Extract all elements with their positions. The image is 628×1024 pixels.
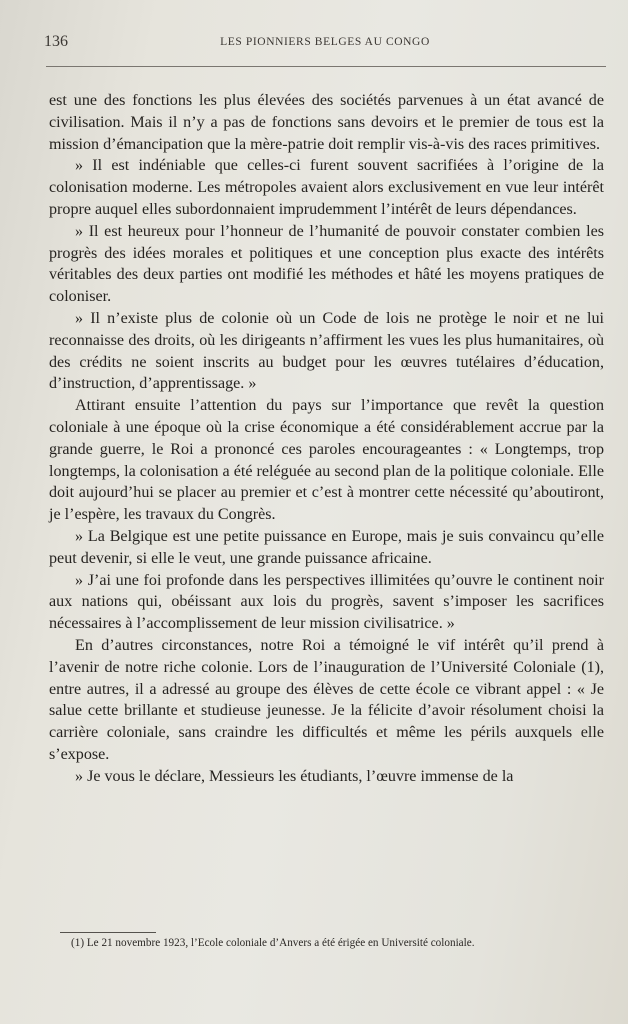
body-text xyxy=(49,90,604,788)
header-rule xyxy=(46,66,606,67)
paragraph-last: » Je vous le déclare, Messieurs les étudiants, l’œuvre immense de la xyxy=(75,767,514,785)
paragraph: » J’ai une foi profonde dans les perspectives illimitées qu’ouvre le continent noir aux nations qui, obéissant aux lois du progrès, savent s’imposer les sacrifices nécessaires à l’accomplissement de leur mission civilisatrice. » xyxy=(49,571,604,633)
paragraph: » Il est indéniable que celles-ci furent souvent sacrifiées à l’origine de la colonisation moderne. Les métropoles avaient alors exclusivement en vue leur intérêt propre auquel elles subordonnaient imprudemment l’intérêt de leurs dépendances. xyxy=(49,157,604,218)
paragraph: » Il n’existe plus de colonie où un Code de lois ne protège le noir et ne lui reconnaisse des droits, où les dirigeants n’affirment les vues les plus humanitaires, où des crédits ne soient inscrits au budget pour les œuvres tutélaires d’éducation, d’instruction, d’apprentissage. » xyxy=(49,309,604,393)
footnote-text: (1) Le 21 novembre 1923, l’Ecole coloniale d’Anvers a été érigée en Université coloniale. xyxy=(71,937,475,949)
paragraph: » La Belgique est une petite puissance en Europe, mais je suis convaincu qu’elle peut devenir, si elle le veut, une grande puissance africaine. xyxy=(49,527,604,567)
footnote xyxy=(59,937,594,950)
paragraph: » Il est heureux pour l’honneur de l’humanité de pouvoir constater combien les progrès des idées morales et politiques et une conception plus exacte des intérêts véritables des deux parties ont modifié les méthodes et hâté les moyens pratiques de coloniser. xyxy=(49,222,604,306)
paragraph: En d’autres circonstances, notre Roi a témoigné le vif intérêt qu’il prend à l’avenir de notre riche colonie. Lors de l’inauguration de l’Université Coloniale (1), entre autres, il a adressé au groupe des élèves de cette école ce vibrant appel : « Je salue cette brillante et studieuse jeunesse. Je la félicite d’avoir résolument choisi la carrière coloniale, sans craindre les difficultés et même les périls auxquels elle s’expose. xyxy=(49,636,604,763)
paragraph: est une des fonctions les plus élevées des sociétés parvenues à un état avancé de civilisation. Mais il n’y a pas de fonctions sans devoirs et le premier de tous est la mission d’émancipation que la mère-patrie doit remplir vis-à-vis des races primitives. xyxy=(49,92,604,153)
paragraph: Attirant ensuite l’attention du pays sur l’importance que revêt la question coloniale à une époque où la crise économique a été considérablement accrue par la grande guerre, le Roi a prononcé ces paroles encourageantes : « Longtemps, trop longtemps, la colonisation a été reléguée au second plan de la politique coloniale. Elle doit aujourd’hui se placer au premier et c’est à montrer cette nécessité qu’aboutiront, je l’espère, les travaux du Congrès. xyxy=(49,397,604,524)
running-head xyxy=(44,33,606,53)
running-title: LES PIONNIERS BELGES AU CONGO xyxy=(220,36,430,48)
page-number: 136 xyxy=(44,33,68,50)
footnote-rule xyxy=(60,932,156,933)
